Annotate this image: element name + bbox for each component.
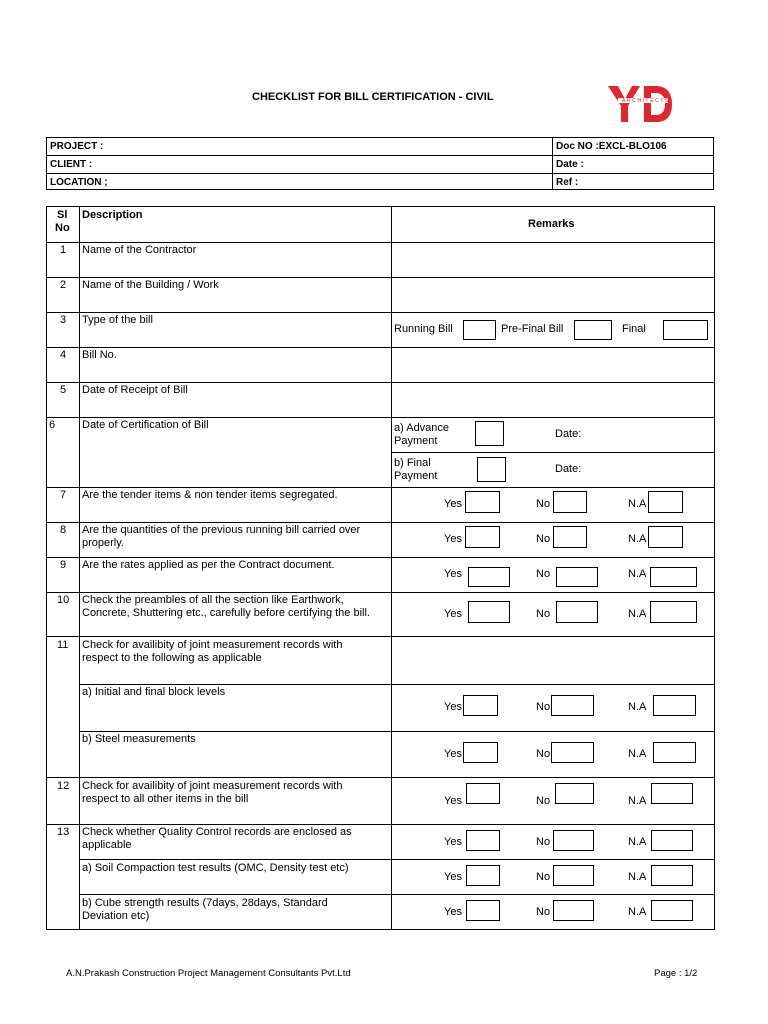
row-13-num: 13	[57, 826, 70, 838]
row-13b-no-label: No	[536, 906, 551, 918]
row-7-na-checkbox[interactable]	[648, 491, 683, 513]
row-8-desc-2: properly.	[82, 537, 124, 549]
row-13a-na-label: N.A	[628, 871, 647, 883]
row-7-na-label: N.A	[628, 498, 647, 510]
row-12-no-checkbox[interactable]	[555, 783, 594, 804]
row-10-num: 10	[57, 594, 70, 606]
row-13-na-checkbox[interactable]	[651, 830, 693, 851]
row-11b-desc: b) Steel measurements	[82, 733, 196, 745]
advance-payment-checkbox[interactable]	[475, 421, 504, 446]
row-12-yes-checkbox[interactable]	[466, 783, 500, 804]
row-8-yes-label: Yes	[444, 533, 462, 545]
row-13-yes-label: Yes	[444, 836, 462, 848]
ref-label: Ref :	[556, 177, 579, 188]
row-8-desc-1: Are the quantities of the previous running bill carried over	[82, 524, 361, 536]
doc-no-label: Doc NO :EXCL-BLO106	[556, 141, 667, 152]
row-2-num: 2	[60, 279, 67, 291]
row-11b-yes-label: Yes	[444, 748, 462, 760]
row-2-desc: Name of the Building / Work	[82, 279, 219, 291]
row-10-desc-1: Check the preambles of all the section like Earthwork,	[82, 594, 344, 606]
row-11-desc-1: Check for availibity of joint measurement records with	[82, 639, 343, 651]
row-13b-desc-2: Deviation etc)	[82, 910, 150, 922]
col-description-header: Description	[82, 209, 143, 221]
final-payment-label-2: Payment	[394, 470, 438, 482]
row-10-no-label: No	[536, 608, 551, 620]
row-9-desc: Are the rates applied as per the Contract document.	[82, 559, 335, 571]
row-9-na-label: N.A	[628, 568, 647, 580]
col-no-header: No	[55, 222, 70, 234]
row-11a-yes-label: Yes	[444, 701, 462, 713]
row-13a-desc: a) Soil Compaction test results (OMC, Density test etc)	[82, 862, 349, 874]
row-13b-no-checkbox[interactable]	[553, 900, 594, 921]
row-11b-yes-checkbox[interactable]	[463, 742, 498, 763]
row-11a-no-checkbox[interactable]	[551, 695, 594, 716]
row-9-na-checkbox[interactable]	[650, 567, 697, 587]
row-8-na-checkbox[interactable]	[648, 526, 683, 548]
row-11-num: 11	[57, 639, 69, 651]
row-11-desc-2: respect to the following as applicable	[82, 652, 262, 664]
row-13a-yes-label: Yes	[444, 871, 462, 883]
row-9-yes-label: Yes	[444, 568, 462, 580]
row-11a-yes-checkbox[interactable]	[463, 695, 498, 716]
row-13-no-checkbox[interactable]	[553, 830, 594, 851]
row-11a-na-label: N.A	[628, 701, 647, 713]
final-date-label: Date:	[555, 463, 582, 475]
row-12-na-label: N.A	[628, 795, 647, 807]
row-11b-na-checkbox[interactable]	[653, 742, 696, 763]
location-label: LOCATION ;	[50, 177, 108, 188]
row-10-desc-2: Concrete, Shuttering etc., carefully before certifying the bill.	[82, 607, 370, 619]
row-9-yes-checkbox[interactable]	[468, 567, 510, 587]
row-8-no-checkbox[interactable]	[553, 526, 587, 548]
running-bill-checkbox[interactable]	[463, 320, 496, 340]
row-13-desc-1: Check whether Quality Control records are enclosed as	[82, 826, 352, 838]
date-label: Date :	[556, 159, 584, 170]
row-9-num: 9	[60, 559, 67, 571]
row-13-no-label: No	[536, 836, 551, 848]
final-bill-checkbox[interactable]	[663, 320, 708, 340]
row-12-no-label: No	[536, 795, 551, 807]
final-payment-checkbox[interactable]	[477, 457, 506, 482]
row-3-desc: Type of the bill	[82, 314, 153, 326]
final-bill-label: Final	[622, 323, 646, 335]
row-10-na-checkbox[interactable]	[650, 601, 697, 623]
row-12-num: 12	[57, 780, 70, 792]
advance-payment-label-2: Payment	[394, 435, 438, 447]
row-12-desc-2: respect to all other items in the bill	[82, 793, 249, 805]
row-10-yes-label: Yes	[444, 608, 462, 620]
row-8-na-label: N.A	[628, 533, 647, 545]
row-11a-na-checkbox[interactable]	[653, 695, 696, 716]
row-12-yes-label: Yes	[444, 795, 462, 807]
row-8-num: 8	[60, 524, 67, 536]
row-12-na-checkbox[interactable]	[651, 783, 693, 804]
row-9-no-label: No	[536, 568, 551, 580]
row-13-na-label: N.A	[628, 836, 647, 848]
row-8-yes-checkbox[interactable]	[465, 526, 500, 548]
row-6-desc: Date of Certification of Bill	[82, 419, 209, 431]
row-6-num: 6	[49, 419, 56, 431]
row-9-no-checkbox[interactable]	[556, 567, 598, 587]
row-13-desc-2: applicable	[82, 839, 132, 851]
row-13b-yes-label: Yes	[444, 906, 462, 918]
project-label: PROJECT :	[50, 141, 104, 152]
row-13b-yes-checkbox[interactable]	[466, 900, 500, 921]
pre-final-bill-label: Pre-Final Bill	[501, 323, 564, 335]
row-5-num: 5	[60, 384, 67, 396]
row-10-no-checkbox[interactable]	[556, 601, 598, 623]
row-11a-desc: a) Initial and final block levels	[82, 686, 226, 698]
row-1-desc: Name of the Contractor	[82, 244, 197, 256]
row-12-desc-1: Check for availibity of joint measurement records with	[82, 780, 343, 792]
company-logo	[606, 84, 674, 124]
row-13a-no-label: No	[536, 871, 551, 883]
header-info-table	[46, 137, 714, 190]
page-title: CHECKLIST FOR BILL CERTIFICATION - CIVIL	[252, 91, 494, 103]
advance-date-label: Date:	[555, 428, 582, 440]
logo-subtext: ARCHITECTS	[622, 98, 670, 104]
row-1-num: 1	[60, 244, 67, 256]
col-sl-header: Sl	[57, 209, 68, 221]
row-13b-desc-1: b) Cube strength results (7days, 28days, Standard	[82, 897, 328, 909]
row-7-desc: Are the tender items & non tender items segregated.	[82, 489, 338, 501]
row-13b-na-label: N.A	[628, 906, 647, 918]
row-4-desc: Bill No.	[82, 349, 117, 361]
row-13a-no-checkbox[interactable]	[553, 865, 594, 886]
row-11a-no-label: No	[536, 701, 551, 713]
row-3-num: 3	[60, 314, 67, 326]
row-13a-yes-checkbox[interactable]	[466, 865, 500, 886]
row-7-yes-checkbox[interactable]	[465, 491, 500, 513]
row-10-yes-checkbox[interactable]	[468, 601, 510, 623]
row-7-no-label: No	[536, 498, 551, 510]
row-7-yes-label: Yes	[444, 498, 462, 510]
footer-company: A.N.Prakash Construction Project Management Consultants Pvt.Ltd	[66, 968, 351, 979]
row-4-num: 4	[60, 349, 67, 361]
final-payment-label-1: b) Final	[394, 457, 431, 469]
yd-logo-icon	[606, 84, 674, 124]
advance-payment-label-1: a) Advance	[394, 422, 450, 434]
row-7-no-checkbox[interactable]	[553, 491, 587, 513]
row-8-no-label: No	[536, 533, 551, 545]
client-label: CLIENT :	[50, 159, 93, 170]
pre-final-bill-checkbox[interactable]	[574, 320, 612, 340]
running-bill-label: Running Bill	[394, 323, 453, 335]
row-11b-no-checkbox[interactable]	[551, 742, 594, 763]
col-remarks-header: Remarks	[528, 218, 575, 230]
row-10-na-label: N.A	[628, 608, 647, 620]
row-11b-na-label: N.A	[628, 748, 647, 760]
footer-page-number: Page : 1/2	[654, 968, 698, 979]
row-5-desc: Date of Receipt of Bill	[82, 384, 188, 396]
row-13a-na-checkbox[interactable]	[651, 865, 693, 886]
row-11b-no-label: No	[536, 748, 551, 760]
row-7-num: 7	[60, 489, 67, 501]
row-13-yes-checkbox[interactable]	[466, 830, 500, 851]
row-13b-na-checkbox[interactable]	[651, 900, 693, 921]
